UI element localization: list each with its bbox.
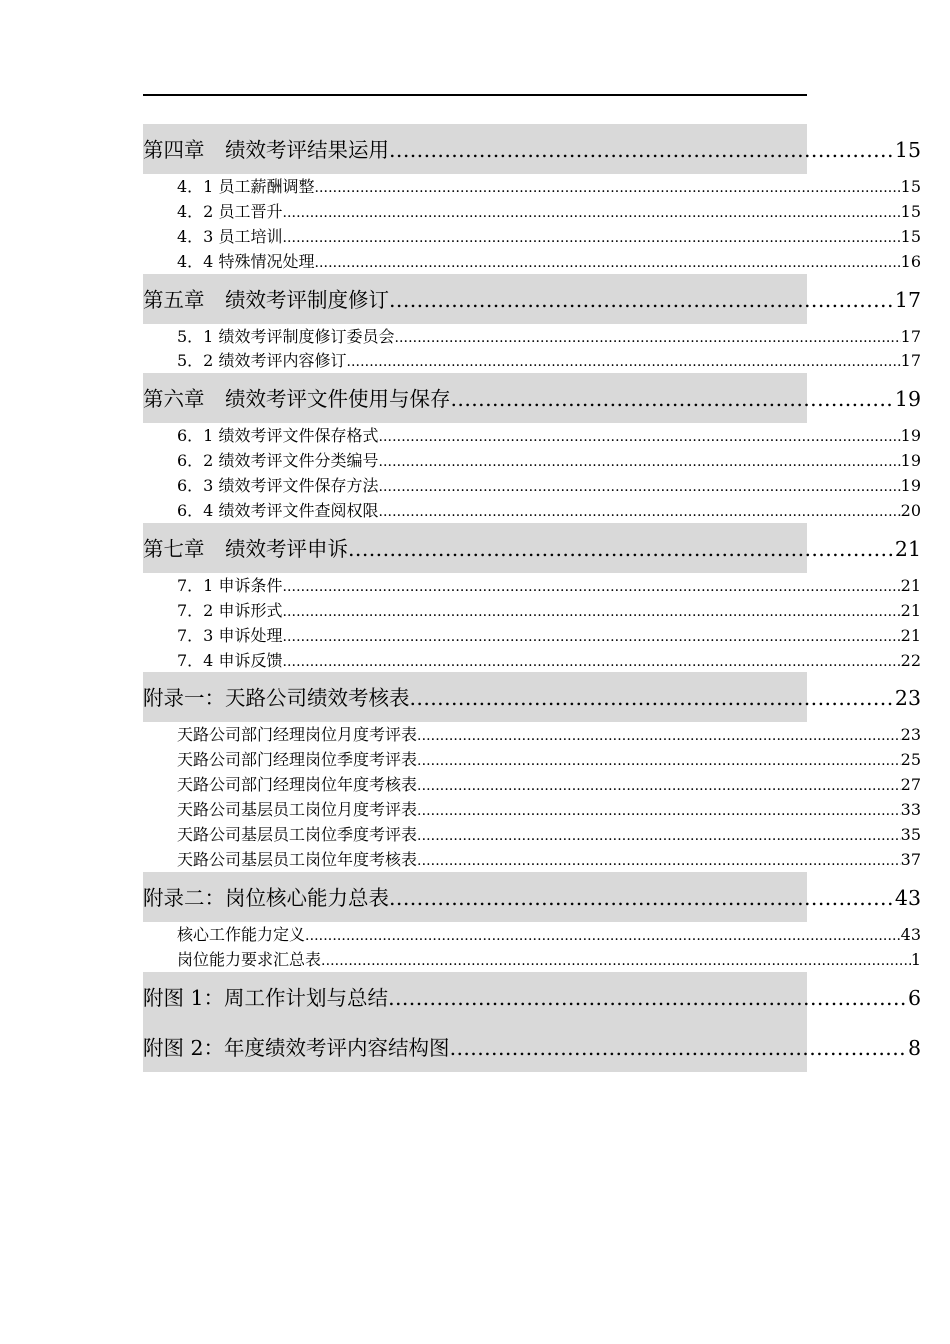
toc-page-number: 15 [894, 138, 921, 162]
toc-page-number: 1 [910, 949, 921, 969]
toc-chapter[interactable] [143, 124, 921, 174]
dot-leader [314, 251, 900, 276]
toc-page-number: 8 [907, 1035, 921, 1060]
header-rule [143, 94, 807, 96]
toc-page-number: 23 [894, 686, 921, 711]
toc-page-number: 21 [900, 575, 921, 595]
toc-entry-title: 天路公司基层员工岗位季度考评表 [177, 825, 418, 845]
toc-section[interactable] [143, 847, 921, 872]
toc-figure[interactable] [143, 1022, 921, 1072]
toc-entry-title: 附录一：天路公司绩效考核表 [143, 686, 410, 711]
toc-page-number: 33 [900, 800, 921, 820]
toc-entry-title: 第四章 绩效考评结果运用 [143, 138, 389, 162]
toc-section[interactable] [143, 199, 921, 224]
toc-entry-title: 7．3 申诉处理 [177, 625, 283, 645]
toc-page-number: 19 [900, 426, 921, 446]
toc-appendix[interactable] [143, 672, 921, 722]
dot-leader [282, 600, 900, 625]
toc-page-number: 17 [900, 351, 921, 371]
toc-page-number: 22 [900, 650, 921, 670]
toc-entry-title: 5．1 绩效考评制度修订委员会 [177, 326, 395, 346]
toc-entry-title: 4．3 员工培训 [177, 226, 283, 246]
dot-leader [378, 450, 900, 475]
toc-page-number: 20 [900, 501, 921, 521]
toc-section[interactable] [143, 448, 921, 473]
toc-page-number: 19 [894, 387, 921, 412]
toc-entry-title: 5．2 绩效考评内容修订 [177, 351, 347, 371]
dot-leader [282, 575, 900, 600]
toc-entry-title: 附录二：岗位核心能力总表 [143, 885, 389, 910]
toc-section[interactable] [143, 498, 921, 523]
toc-section[interactable] [143, 348, 921, 373]
dot-leader [282, 625, 900, 650]
toc-entry-title: 天路公司基层员工岗位月度考评表 [177, 800, 418, 820]
toc-section[interactable] [143, 598, 921, 623]
dot-leader [417, 824, 901, 849]
toc-entry-title: 天路公司部门经理岗位月度考评表 [177, 725, 418, 745]
toc-entry-title: 6．3 绩效考评文件保存方法 [177, 476, 379, 496]
toc-entry-title: 7．4 申诉反馈 [177, 650, 283, 670]
dot-leader [394, 326, 900, 351]
toc-section[interactable] [143, 722, 921, 747]
toc-section[interactable] [143, 573, 921, 598]
dot-leader [378, 475, 900, 500]
dot-leader [305, 924, 901, 949]
dot-leader [282, 226, 900, 251]
dot-leader [389, 274, 895, 326]
table-of-contents [143, 124, 921, 1072]
toc-page-number: 6 [907, 985, 921, 1010]
toc-page-number: 23 [900, 725, 921, 745]
toc-entry-title: 4．4 特殊情况处理 [177, 251, 315, 271]
toc-entry-title: 第六章 绩效考评文件使用与保存 [143, 387, 451, 412]
toc-section[interactable] [143, 174, 921, 199]
toc-entry-title: 4．2 员工晋升 [177, 201, 283, 221]
toc-appendix[interactable] [143, 872, 921, 922]
dot-leader [451, 373, 895, 425]
dot-leader [417, 774, 901, 799]
dot-leader [389, 872, 895, 924]
dot-leader [389, 124, 895, 176]
toc-chapter[interactable] [143, 523, 921, 573]
toc-entry-title: 核心工作能力定义 [177, 924, 306, 944]
dot-leader [450, 1022, 908, 1074]
toc-page-number: 21 [900, 625, 921, 645]
toc-chapter[interactable] [143, 274, 921, 324]
dot-leader [417, 799, 901, 824]
toc-page-number: 15 [900, 226, 921, 246]
toc-page-number: 43 [900, 924, 921, 944]
dot-leader [282, 650, 900, 675]
toc-entry-title: 岗位能力要求汇总表 [177, 949, 322, 969]
toc-page-number: 19 [900, 451, 921, 471]
toc-entry-title: 6．2 绩效考评文件分类编号 [177, 451, 379, 471]
dot-leader [378, 425, 900, 450]
toc-page-number: 16 [900, 251, 921, 271]
dot-leader [417, 749, 901, 774]
dot-leader [417, 849, 901, 874]
toc-figure[interactable] [143, 972, 921, 1022]
toc-page-number: 15 [900, 201, 921, 221]
toc-section[interactable] [143, 747, 921, 772]
toc-entry-title: 4．1 员工薪酬调整 [177, 177, 315, 196]
dot-leader [410, 672, 895, 724]
toc-page-number: 15 [900, 177, 921, 196]
toc-entry-title: 7．2 申诉形式 [177, 600, 283, 620]
toc-page-number: 27 [900, 775, 921, 795]
toc-entry-title: 天路公司部门经理岗位季度考评表 [177, 750, 418, 770]
toc-entry-title: 7．1 申诉条件 [177, 575, 283, 595]
toc-section[interactable] [143, 922, 921, 947]
toc-page-number: 35 [900, 825, 921, 845]
dot-leader [378, 500, 900, 525]
toc-section[interactable] [143, 822, 921, 847]
toc-entry-title: 天路公司基层员工岗位年度考核表 [177, 849, 418, 869]
toc-chapter[interactable] [143, 373, 921, 423]
toc-section[interactable] [143, 623, 921, 648]
dot-leader [417, 724, 901, 749]
toc-entry-title: 附图 1：周工作计划与总结 [143, 985, 389, 1010]
toc-section[interactable] [143, 224, 921, 249]
dot-leader [321, 949, 911, 974]
dot-leader [282, 201, 900, 226]
toc-page-number: 21 [894, 536, 921, 561]
dot-leader [346, 350, 900, 375]
toc-section[interactable] [143, 423, 921, 448]
toc-section[interactable] [143, 324, 921, 349]
toc-page-number: 17 [894, 287, 921, 312]
toc-entry-title: 6．4 绩效考评文件查阅权限 [177, 501, 379, 521]
toc-page-number: 37 [900, 849, 921, 869]
toc-section[interactable] [143, 797, 921, 822]
toc-entry-title: 天路公司部门经理岗位年度考核表 [177, 775, 418, 795]
toc-entry-title: 第五章 绩效考评制度修订 [143, 287, 389, 312]
toc-page-number: 19 [900, 476, 921, 496]
toc-page-number: 17 [900, 326, 921, 346]
toc-section[interactable] [143, 772, 921, 797]
dot-leader [348, 523, 895, 575]
toc-page-number: 25 [900, 750, 921, 770]
toc-entry-title: 附图 2：年度绩效考评内容结构图 [143, 1035, 450, 1060]
toc-section[interactable] [143, 648, 921, 673]
toc-section[interactable] [143, 947, 921, 972]
toc-page-number: 43 [894, 885, 921, 910]
dot-leader [388, 972, 908, 1024]
dot-leader [314, 176, 900, 201]
toc-entry-title: 6．1 绩效考评文件保存格式 [177, 426, 379, 446]
toc-section[interactable] [143, 473, 921, 498]
toc-page-number: 21 [900, 600, 921, 620]
toc-section[interactable] [143, 249, 921, 274]
toc-entry-title: 第七章 绩效考评申诉 [143, 536, 348, 561]
